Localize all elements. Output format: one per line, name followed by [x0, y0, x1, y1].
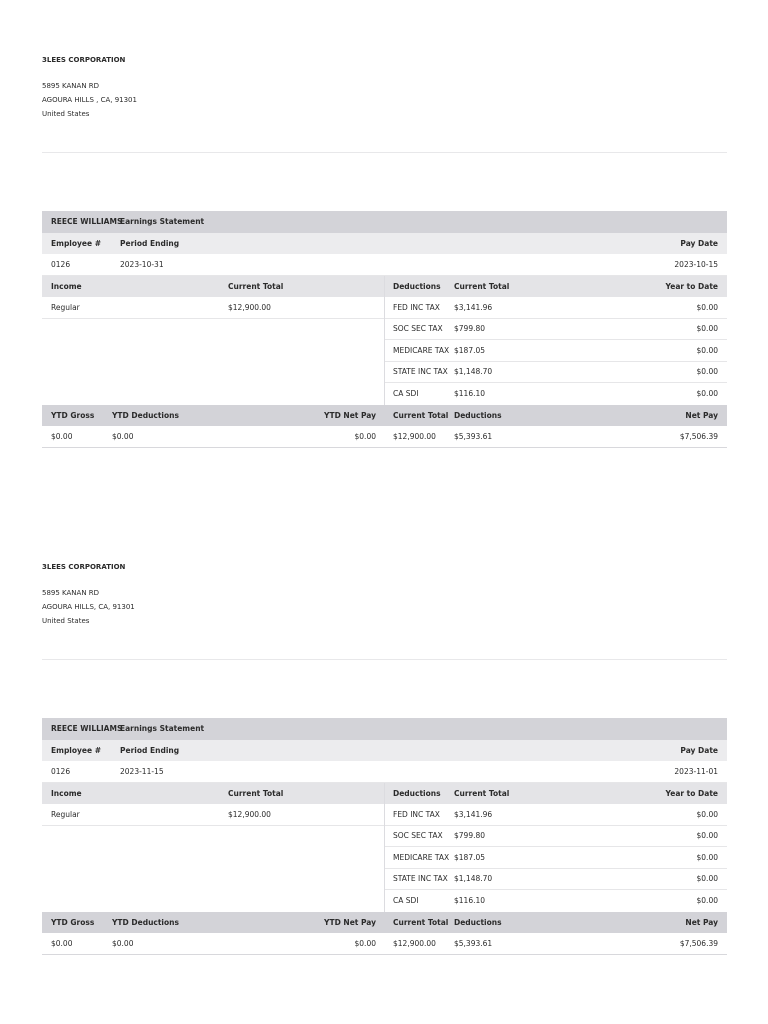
deduction-row — [384, 890, 727, 912]
net-pay: $7,506.39 — [679, 431, 718, 441]
pay-date-header: Pay Date — [680, 745, 718, 755]
employee-info-row — [42, 254, 727, 276]
summary-header-row — [42, 405, 727, 427]
deduction-current: $799.80 — [454, 324, 486, 333]
deduction-ytd: $0.00 — [696, 302, 718, 312]
period-ending: 2023-11-15 — [120, 766, 164, 776]
deduction-current: $116.10 — [454, 896, 486, 905]
year-to-date-header: Year to Date — [665, 281, 718, 291]
ytd-net-pay-header: YTD Net Pay — [324, 410, 376, 420]
deduction-label: CA SDI — [393, 896, 419, 905]
summary-deductions: $5,393.61 — [454, 938, 493, 948]
deduction-label: SOC SEC TAX — [393, 324, 443, 333]
deduction-current: $187.05 — [454, 852, 486, 862]
employee-info-row — [42, 761, 727, 783]
employee-header-row — [42, 233, 727, 255]
deduction-current: $187.05 — [454, 345, 486, 355]
company-name: 3LEES CORPORATION — [42, 56, 126, 64]
company-block — [42, 57, 137, 121]
deduction-ytd: $0.00 — [696, 852, 718, 862]
deductions-current-total-header: Current Total — [454, 788, 510, 798]
ytd-deductions-header: YTD Deductions — [112, 410, 179, 420]
net-pay-header: Net Pay — [685, 410, 718, 420]
income-current-total: $12,900.00 — [228, 302, 271, 312]
income-header: Income — [51, 788, 82, 798]
ytd-deductions: $0.00 — [112, 938, 134, 948]
ytd-deductions-header: YTD Deductions — [112, 917, 179, 927]
deduction-current: $1,148.70 — [454, 874, 493, 883]
deduction-row — [384, 383, 727, 405]
deduction-ytd: $0.00 — [696, 345, 718, 355]
year-to-date-header: Year to Date — [665, 788, 718, 798]
ytd-deductions: $0.00 — [112, 431, 134, 441]
statement-header-row — [42, 718, 727, 740]
deduction-label: STATE INC TAX — [393, 874, 448, 883]
deduction-ytd: $0.00 — [696, 874, 718, 883]
deduction-ytd: $0.00 — [696, 896, 718, 905]
summary-current-total-header: Current Total — [393, 917, 449, 927]
ytd-gross: $0.00 — [51, 431, 73, 441]
column-divider — [384, 276, 385, 405]
deduction-label: SOC SEC TAX — [393, 831, 443, 840]
income-current-total-header: Current Total — [228, 281, 284, 291]
ytd-gross-header: YTD Gross — [51, 410, 95, 420]
employee-header-row — [42, 740, 727, 762]
employee-no-header: Employee # — [51, 745, 101, 755]
deduction-label: MEDICARE TAX — [393, 852, 450, 862]
deduction-current: $3,141.96 — [454, 809, 493, 819]
statement-title: Earnings Statement — [120, 724, 205, 733]
deduction-current: $3,141.96 — [454, 302, 493, 312]
deduction-label: FED INC TAX — [393, 809, 440, 819]
company-address-line2: AGOURA HILLS, CA, 91301 — [42, 603, 135, 611]
deductions-current-total-header: Current Total — [454, 281, 510, 291]
company-address-line2: AGOURA HILLS , CA, 91301 — [42, 96, 137, 104]
deduction-ytd: $0.00 — [696, 367, 718, 376]
summary-deductions-header: Deductions — [454, 410, 502, 420]
ytd-net-pay: $0.00 — [354, 431, 376, 441]
earnings-statement-table — [42, 211, 727, 448]
deduction-label: FED INC TAX — [393, 302, 440, 312]
pay-date-header: Pay Date — [680, 238, 718, 248]
summary-current-total-header: Current Total — [393, 410, 449, 420]
company-name: 3LEES CORPORATION — [42, 563, 126, 571]
period-ending-header: Period Ending — [120, 238, 180, 248]
period-ending-header: Period Ending — [120, 745, 180, 755]
net-pay-header: Net Pay — [685, 917, 718, 927]
deduction-label: STATE INC TAX — [393, 367, 448, 376]
deduction-row — [384, 319, 727, 341]
ytd-gross: $0.00 — [51, 938, 73, 948]
employee-no: 0126 — [51, 259, 71, 269]
deduction-row — [384, 847, 727, 869]
deduction-row — [384, 340, 727, 362]
ytd-net-pay: $0.00 — [354, 938, 376, 948]
net-pay: $7,506.39 — [679, 938, 718, 948]
period-ending: 2023-10-31 — [120, 259, 164, 269]
summary-deductions-header: Deductions — [454, 917, 502, 927]
column-divider — [384, 783, 385, 912]
company-country: United States — [42, 110, 90, 118]
deduction-label: MEDICARE TAX — [393, 345, 450, 355]
company-country: United States — [42, 617, 90, 625]
deduction-current: $116.10 — [454, 389, 486, 398]
deductions-header: Deductions — [393, 788, 441, 798]
deduction-ytd: $0.00 — [696, 831, 718, 840]
deduction-current: $1,148.70 — [454, 367, 493, 376]
summary-row — [42, 933, 727, 955]
income-label: Regular — [51, 302, 80, 312]
summary-deductions: $5,393.61 — [454, 431, 493, 441]
summary-header-row — [42, 912, 727, 934]
deduction-row — [384, 362, 727, 384]
summary-current-total: $12,900.00 — [393, 938, 436, 948]
ytd-gross-header: YTD Gross — [51, 917, 95, 927]
employee-no: 0126 — [51, 766, 71, 776]
summary-row — [42, 426, 727, 448]
pay-date: 2023-11-01 — [674, 766, 718, 776]
section-divider — [42, 152, 727, 153]
deduction-ytd: $0.00 — [696, 324, 718, 333]
employee-no-header: Employee # — [51, 238, 101, 248]
company-block — [42, 564, 135, 628]
ytd-net-pay-header: YTD Net Pay — [324, 917, 376, 927]
company-address-line1: 5895 KANAN RD — [42, 589, 100, 597]
deduction-row — [384, 826, 727, 848]
deduction-ytd: $0.00 — [696, 389, 718, 398]
income-current-total: $12,900.00 — [228, 809, 271, 819]
statement-header-row — [42, 211, 727, 233]
income-label: Regular — [51, 809, 80, 819]
deduction-ytd: $0.00 — [696, 809, 718, 819]
summary-current-total: $12,900.00 — [393, 431, 436, 441]
deduction-row — [384, 869, 727, 891]
employee-name: REECE WILLIAMS — [51, 217, 123, 226]
deduction-current: $799.80 — [454, 831, 486, 840]
employee-name: REECE WILLIAMS — [51, 724, 123, 733]
pay-date: 2023-10-15 — [674, 259, 718, 269]
income-header: Income — [51, 281, 82, 291]
statement-title: Earnings Statement — [120, 217, 205, 226]
deductions-header: Deductions — [393, 281, 441, 291]
section-divider — [42, 659, 727, 660]
company-address-line1: 5895 KANAN RD — [42, 82, 100, 90]
earnings-statement-table — [42, 718, 727, 955]
deduction-label: CA SDI — [393, 389, 419, 398]
income-current-total-header: Current Total — [228, 788, 284, 798]
